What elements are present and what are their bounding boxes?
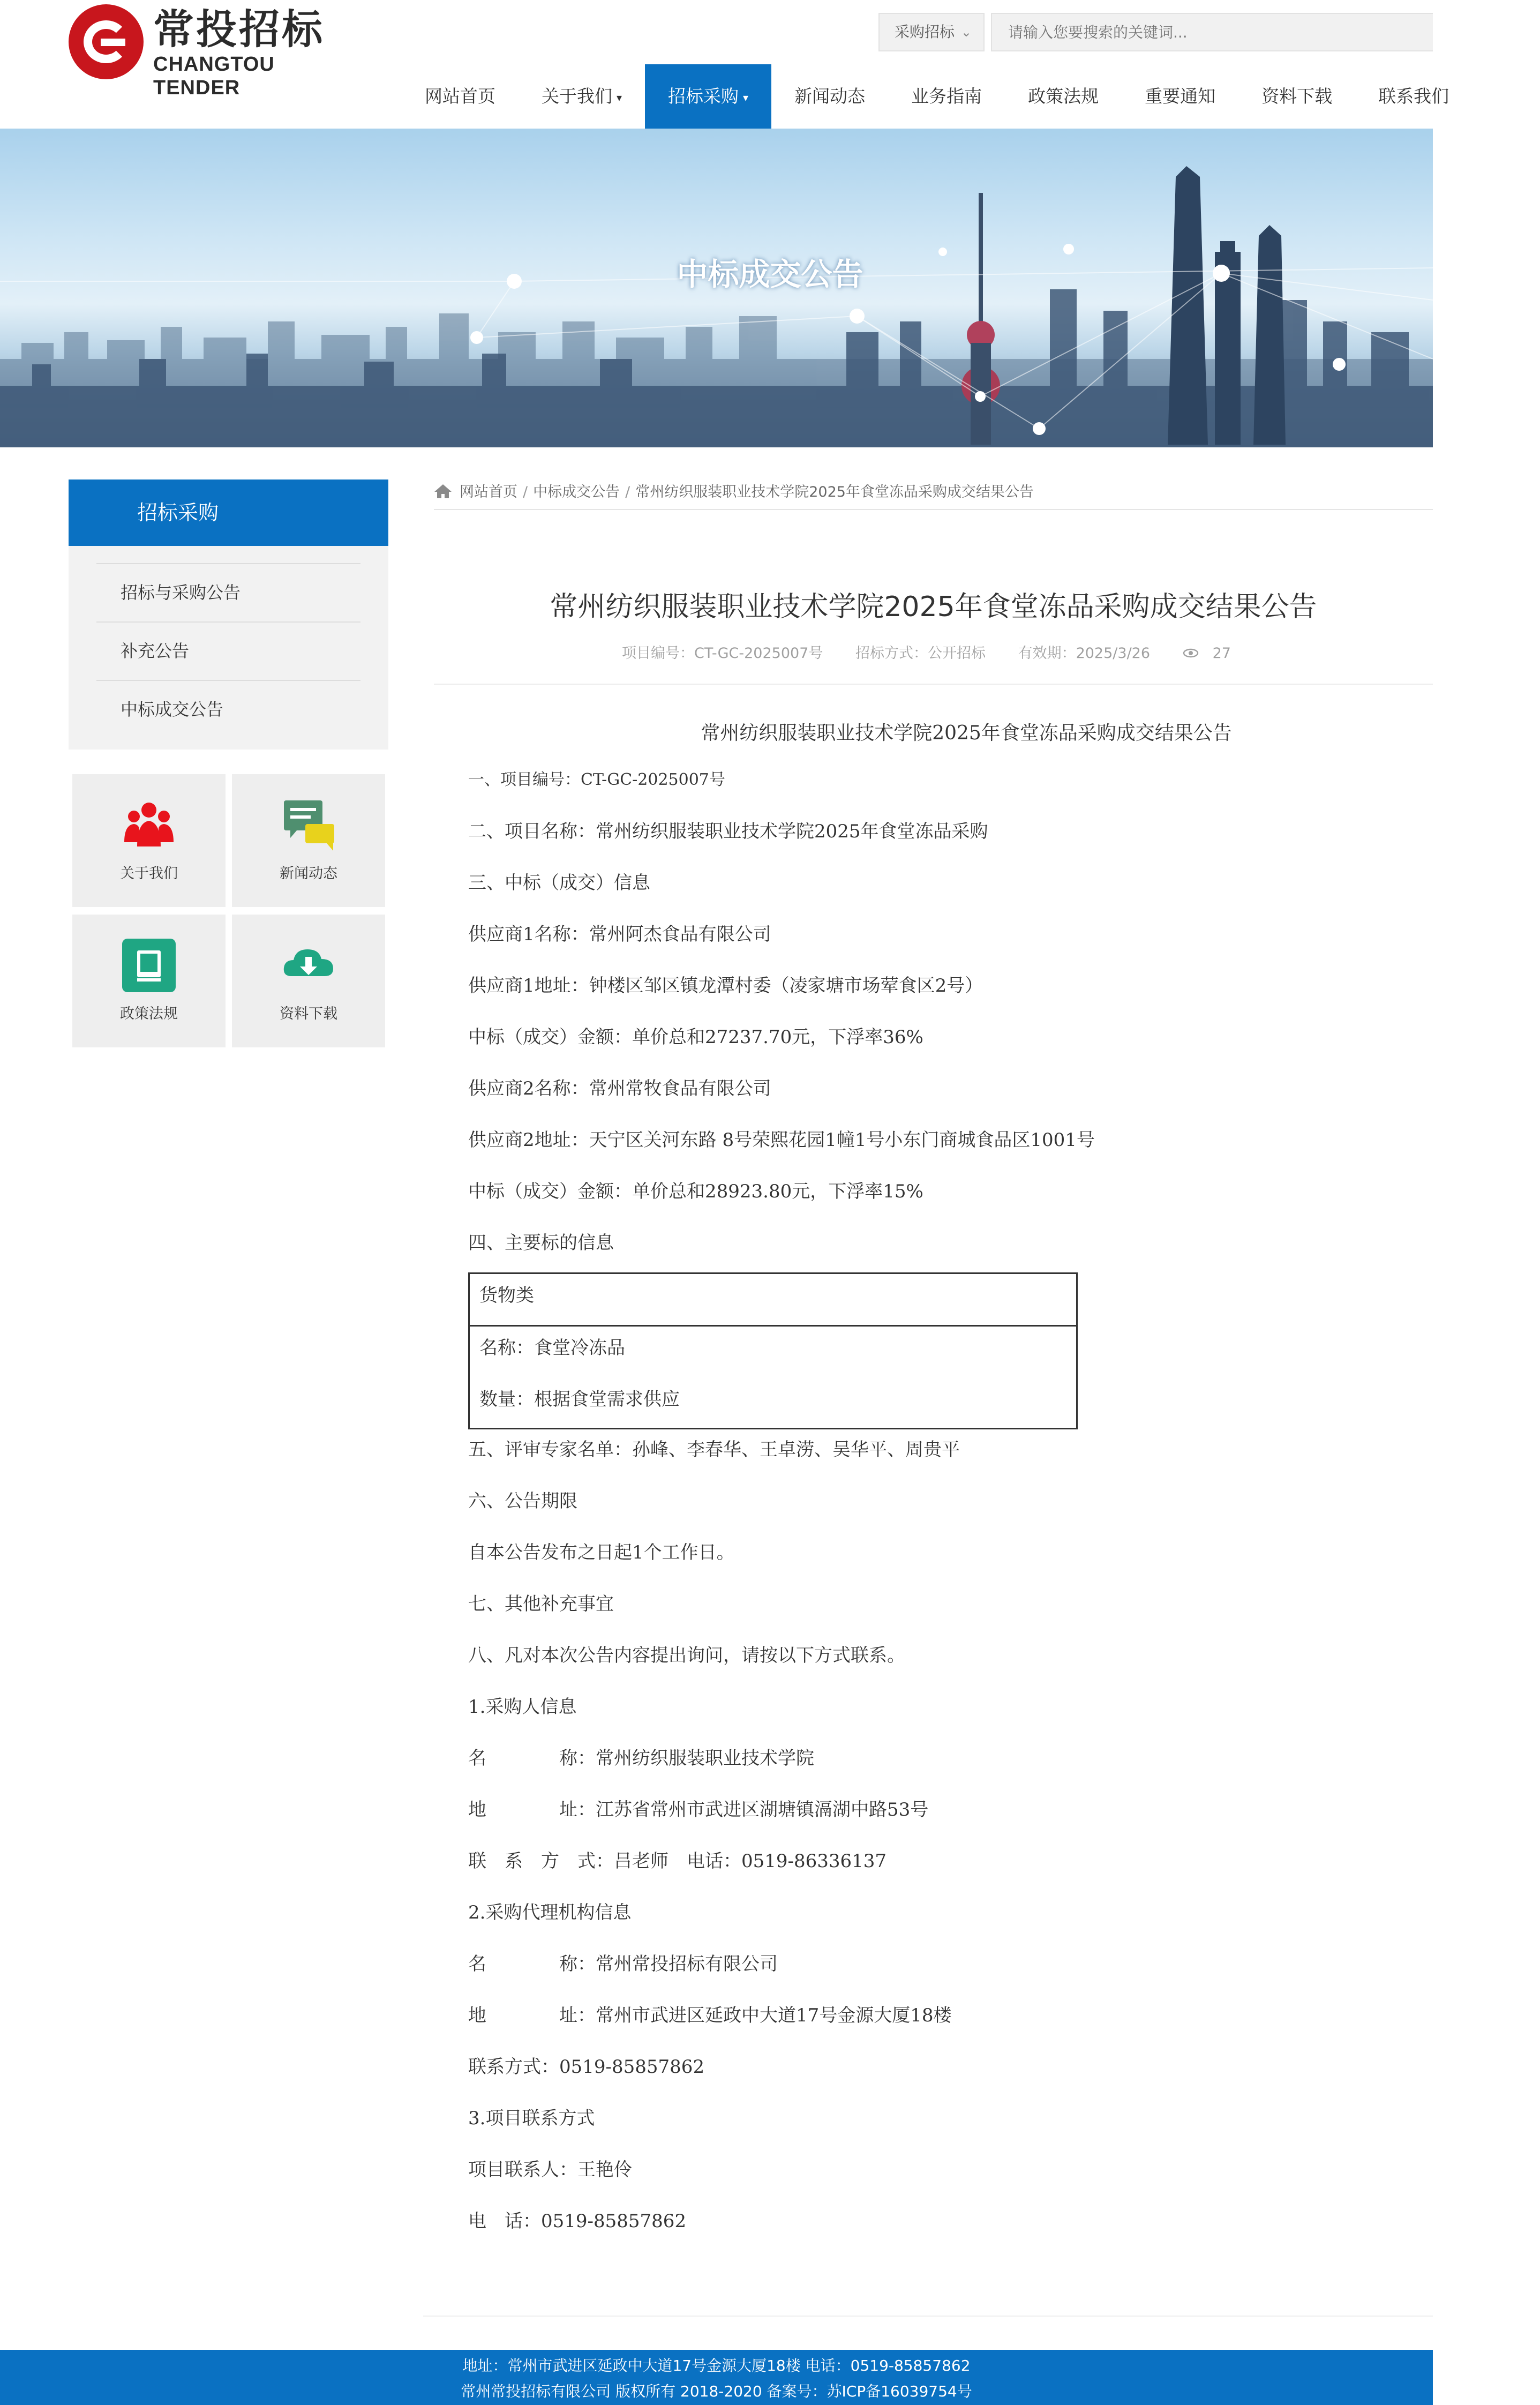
home-icon	[434, 483, 452, 499]
body-line: 项目联系人：王艳伶	[468, 2159, 632, 2181]
footer-address: 地址：常州市武进区延政中大道17号金源大厦18楼 电话：0519-85857862	[462, 2357, 971, 2374]
body-line: 联 系 方 式：吕老师 电话：0519-86336137	[468, 1850, 887, 1872]
quick-link-news[interactable]	[232, 774, 385, 907]
body-line: 二、项目名称：常州纺织服装职业技术学院2025年食堂冻品采购	[468, 821, 988, 842]
sidebar-title: 招标采购	[69, 479, 388, 546]
meta-views: 27	[1212, 645, 1231, 662]
goods-table-name: 名称：食堂冷冻品	[479, 1337, 625, 1359]
quick-link-about[interactable]	[72, 774, 226, 907]
body-line: 联系方式：0519-85857862	[468, 2056, 705, 2078]
main-nav	[402, 64, 1472, 129]
banner-title: 中标成交公告	[677, 256, 863, 293]
article-meta	[434, 641, 1433, 662]
footer-copyright: 常州常投招标有限公司 版权所有 2018-2020 备案号：苏ICP备16039754号	[461, 2382, 972, 2400]
goods-table	[468, 1272, 1078, 1429]
sidebar-item-announcements[interactable]: 招标与采购公告	[96, 563, 360, 621]
search-category-select[interactable]	[878, 13, 985, 51]
caret-down-icon: ▾	[743, 91, 749, 104]
body-line: 1.采购人信息	[468, 1696, 577, 1718]
nav-item-about[interactable]: 关于我们 ▾	[542, 86, 622, 107]
page-banner	[0, 129, 1433, 447]
body-line: 2.采购代理机构信息	[468, 1902, 632, 1923]
body-line: 中标（成交）金额：单价总和28923.80元，下浮率15%	[468, 1181, 923, 1202]
meta-method: 招标方式：公开招标	[855, 645, 986, 662]
nav-item-home[interactable]: 网站首页	[425, 86, 495, 107]
site-footer	[0, 2350, 1433, 2405]
quick-link-download[interactable]	[232, 915, 385, 1047]
body-line: 自本公告发布之日起1个工作日。	[468, 1542, 735, 1563]
quick-link-label: 新闻动态	[280, 865, 337, 882]
nav-item-guide[interactable]: 业务指南	[911, 86, 982, 107]
article-title: 常州纺织服装职业技术学院2025年食堂冻品采购成交结果公告	[550, 591, 1317, 623]
eye-icon	[1183, 648, 1199, 658]
chat-bubbles-icon	[282, 798, 335, 852]
body-line: 名 称：常州常投招标有限公司	[468, 1953, 778, 1975]
body-line: 七、其他补充事宜	[468, 1593, 614, 1615]
goods-table-header-row	[470, 1274, 1076, 1327]
breadcrumb-home[interactable]: 网站首页	[460, 484, 517, 500]
body-line: 四、主要标的信息	[468, 1232, 614, 1254]
body-line: 供应商2地址：天宁区关河东路 8号荣熙花园1幢1号小东门商城食品区1001号	[468, 1129, 1095, 1151]
divider	[423, 2316, 1433, 2317]
quick-link-label: 资料下载	[280, 1006, 337, 1022]
sidebar-menu	[69, 546, 388, 750]
quick-link-label: 政策法规	[120, 1006, 178, 1022]
body-line: 地 址：常州市武进区延政中大道17号金源大厦18楼	[468, 2005, 952, 2026]
body-line: 供应商1地址：钟楼区邹区镇龙潭村委（凌家塘市场荤食区2号）	[468, 975, 983, 997]
sidebar-item-supplement[interactable]: 补充公告	[96, 621, 360, 680]
body-line: 五、评审专家名单：孙峰、李春华、王卓涝、吴华平、周贵平	[468, 1439, 960, 1460]
nav-item-procurement[interactable]: 招标采购 ▾	[645, 64, 771, 129]
body-line: 电 话：0519-85857862	[468, 2211, 687, 2232]
nav-item-download[interactable]: 资料下载	[1261, 86, 1333, 107]
body-line: 3.项目联系方式	[468, 2108, 595, 2129]
logo-name-cn: 常投招标	[153, 5, 325, 53]
caret-down-icon: ▾	[617, 91, 622, 104]
chevron-down-icon: ⌄	[960, 25, 972, 40]
body-line: 中标（成交）金额：单价总和27237.70元，下浮率36%	[468, 1027, 923, 1048]
body-line: 供应商1名称：常州阿杰食品有限公司	[468, 924, 771, 945]
breadcrumb-current: 常州纺织服装职业技术学院2025年食堂冻品采购成交结果公告	[635, 484, 1034, 500]
breadcrumb	[434, 476, 1433, 510]
nav-item-policy[interactable]: 政策法规	[1028, 86, 1099, 107]
people-icon	[122, 798, 176, 852]
quick-link-label: 关于我们	[120, 865, 178, 882]
meta-project-no: 项目编号：CT-GC-2025007号	[622, 645, 823, 662]
cloud-download-icon	[282, 939, 335, 992]
nav-item-notice[interactable]: 重要通知	[1145, 86, 1216, 107]
search-category-value: 采购招标	[895, 23, 955, 41]
breadcrumb-separator: /	[523, 484, 528, 500]
quick-link-policy[interactable]	[72, 915, 226, 1047]
breadcrumb-separator: /	[625, 484, 630, 500]
body-line: 名 称：常州纺织服装职业技术学院	[468, 1748, 814, 1769]
quick-links	[72, 774, 386, 1047]
meta-valid: 有效期：2025/3/26	[1018, 645, 1151, 662]
body-line: 地 址：江苏省常州市武进区湖塘镇滆湖中路53号	[468, 1799, 929, 1820]
goods-table-header: 货物类	[479, 1285, 534, 1306]
body-line: 六、公告期限	[468, 1490, 577, 1512]
sidebar-item-award-results[interactable]: 中标成交公告	[96, 680, 360, 738]
body-line: 一、项目编号：CT-GC-2025007号	[468, 770, 725, 789]
logo-name-en: CHANGTOU TENDER	[153, 53, 275, 99]
goods-table-qty: 数量：根据食堂需求供应	[479, 1389, 680, 1410]
doc-heading: 常州纺织服装职业技术学院2025年食堂冻品采购成交结果公告	[701, 722, 1232, 744]
body-line: 三、中标（成交）信息	[468, 872, 650, 894]
site-logo[interactable]	[69, 4, 347, 99]
book-icon	[122, 939, 176, 992]
breadcrumb-category[interactable]: 中标成交公告	[533, 484, 620, 500]
site-header	[0, 0, 1449, 130]
divider	[434, 684, 1433, 685]
nav-item-news[interactable]: 新闻动态	[794, 86, 866, 107]
search-input[interactable]	[991, 13, 1433, 51]
logo-mark-icon	[69, 4, 144, 79]
nav-item-contact[interactable]: 联系我们	[1378, 86, 1449, 107]
body-line: 八、凡对本次公告内容提出询问，请按以下方式联系。	[468, 1645, 905, 1666]
body-line: 供应商2名称：常州常牧食品有限公司	[468, 1078, 771, 1099]
